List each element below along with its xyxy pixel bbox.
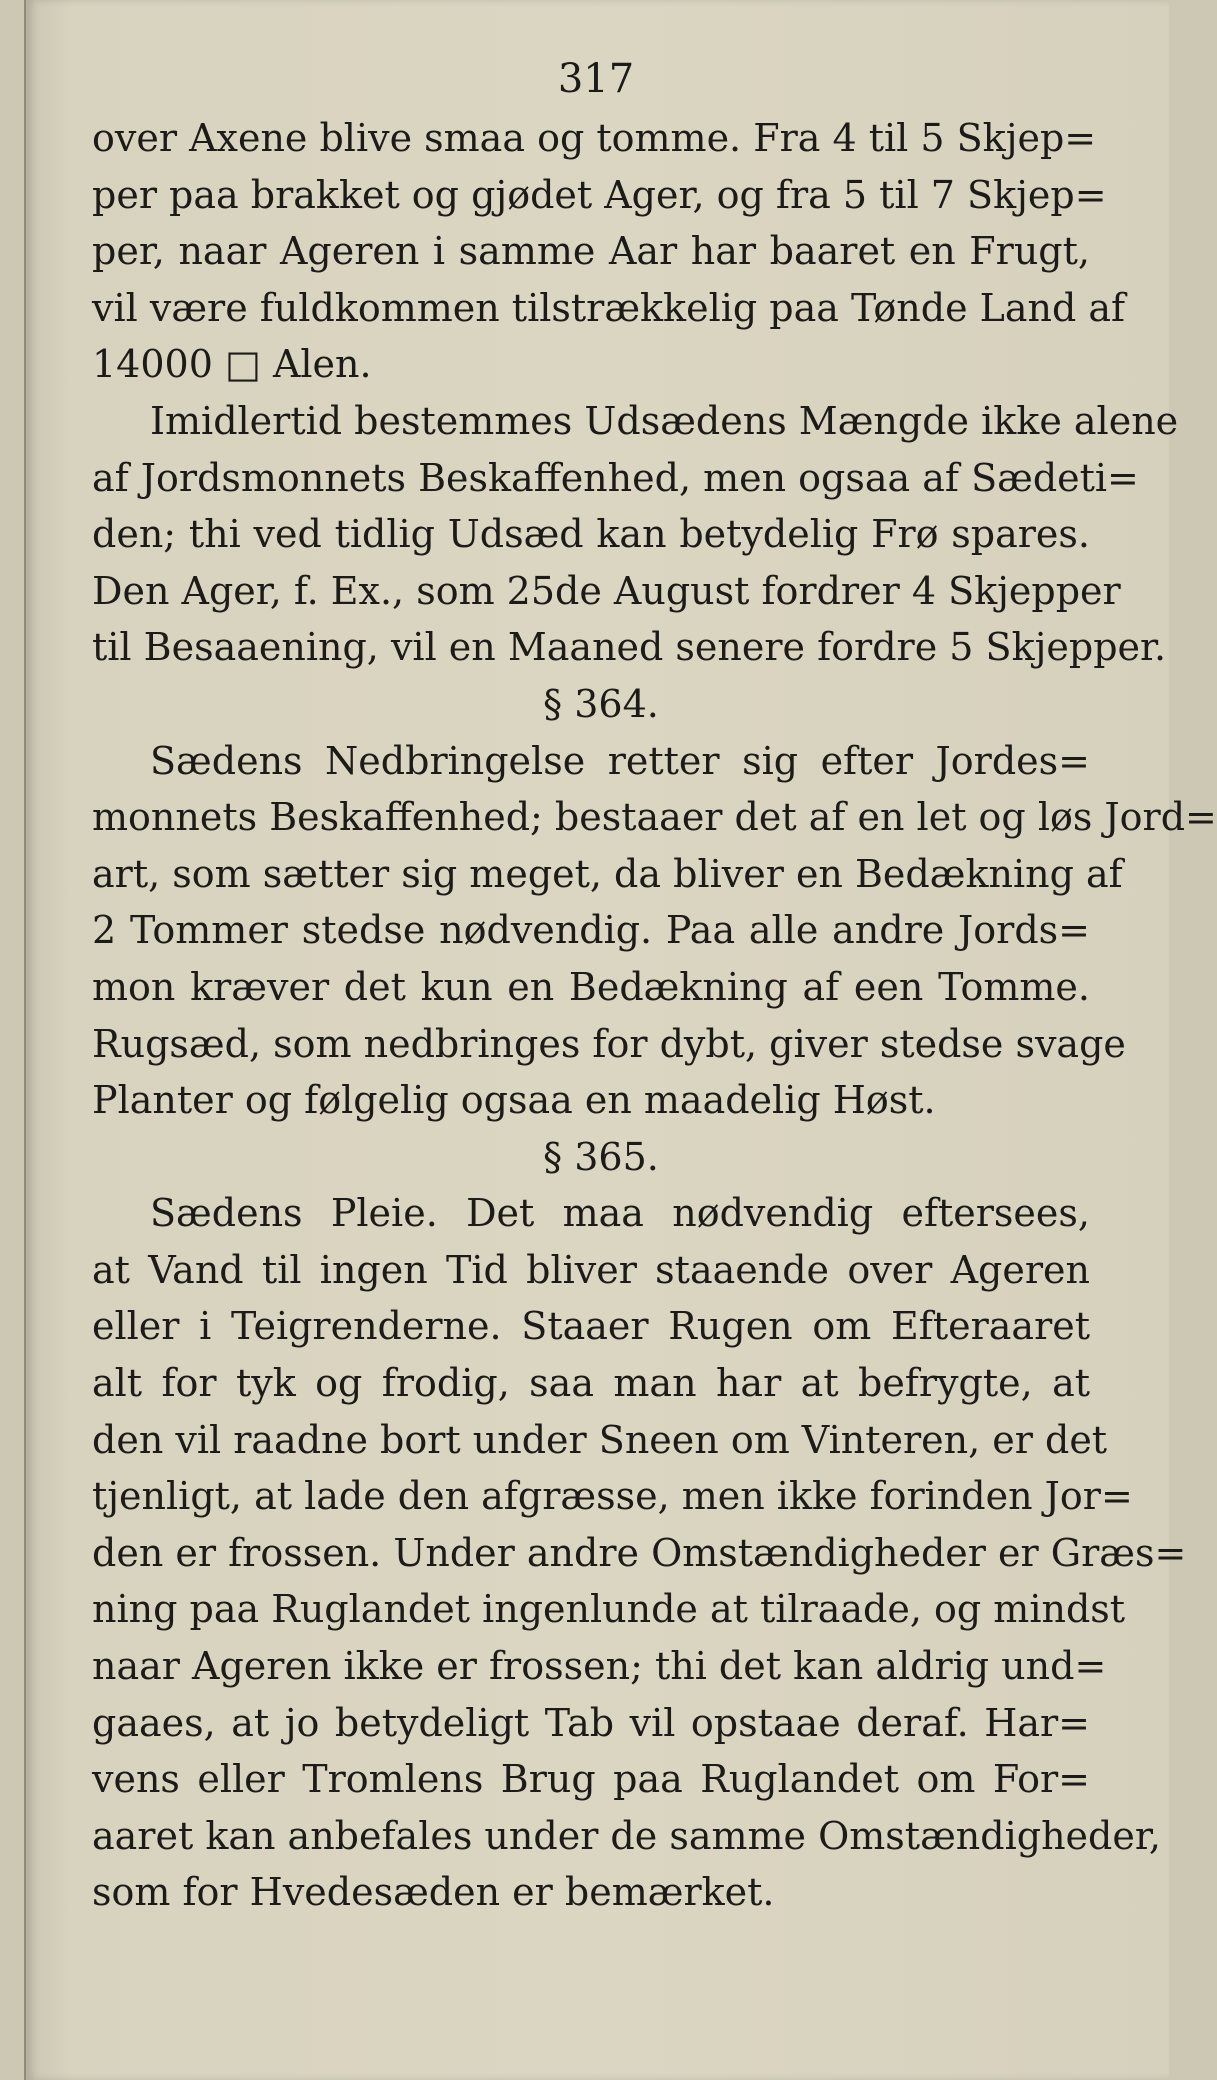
text-line: til Besaaening, vil en Maaned senere fordre 5 Skjepper.	[92, 625, 1167, 670]
text-line: aaret kan anbefales under de samme Omstændigheder,	[92, 1813, 1161, 1858]
text-line: at Vand til ingen Tid bliver staaende over Ageren	[92, 1247, 1090, 1292]
paragraph-start-line: Sædens Nedbringelse retter sig efter Jordes=	[150, 738, 1090, 783]
text-line: tjenligt, at lade den afgræsse, men ikke forinden Jor=	[92, 1474, 1133, 1519]
text-line: naar Ageren ikke er frossen; thi det kan aldrig und=	[92, 1644, 1107, 1689]
text-line: den; thi ved tidlig Udsæd kan betydelig Frø spares.	[92, 512, 1090, 557]
page-gutter-edge	[24, 0, 26, 2080]
text-line: monnets Beskaffenhed; bestaaer det af en let og løs Jord=	[92, 795, 1217, 840]
text-line: alt for tyk og frodig, saa man har at befrygte, at	[92, 1361, 1090, 1406]
text-line: over Axene blive smaa og tomme. Fra 4 til 5 Skjep=	[92, 116, 1097, 160]
text-line: vens eller Tromlens Brug paa Ruglandet om For=	[92, 1757, 1090, 1802]
text-line: per paa brakket og gjødet Ager, og fra 5 til 7 Skjep=	[92, 172, 1107, 217]
page-text-block	[92, 48, 1217, 1921]
text-line: Den Ager, f. Ex., som 25de August fordrer 4 Skjepper	[92, 568, 1121, 613]
paragraph-start-line: Sædens Pleie. Det maa nødvendig eftersees,	[150, 1191, 1090, 1236]
text-line: eller i Teigrenderne. Staaer Rugen om Efteraaret	[92, 1304, 1090, 1349]
text-line: 2 Tommer stedse nødvendig. Paa alle andre Jords=	[92, 908, 1090, 953]
section-heading-364: § 364.	[543, 681, 659, 726]
text-line: Rugsæd, som nedbringes for dybt, giver stedse svage	[92, 1021, 1126, 1066]
text-line: gaaes, at jo betydeligt Tab vil opstaae deraf. Har=	[92, 1700, 1090, 1745]
text-line: per, naar Ageren i samme Aar har baaret en Frugt,	[92, 229, 1090, 274]
page-number: 317	[557, 56, 635, 102]
text-line: art, som sætter sig meget, da bliver en Bedækning af	[92, 851, 1123, 896]
text-line: ning paa Ruglandet ingenlunde at tilraade, og mindst	[92, 1587, 1126, 1632]
text-line: Planter og følgelig ogsaa en maadelig Høst.	[92, 1078, 936, 1123]
paragraph-start-line: Imidlertid bestemmes Udsædens Mængde ikke alene	[150, 398, 1179, 443]
text-line: vil være fuldkommen tilstrækkelig paa Tønde Land af	[92, 285, 1126, 330]
text-line: den er frossen. Under andre Omstændigheder er Græs=	[92, 1530, 1187, 1575]
text-line: som for Hvedesæden er bemærket.	[92, 1870, 775, 1915]
text-line: af Jordsmonnets Beskaffenhed, men ogsaa af Sædeti=	[92, 455, 1139, 500]
text-line: den vil raadne bort under Sneen om Vinteren, er det	[92, 1417, 1108, 1462]
text-line: mon kræver det kun en Bedækning af een Tomme.	[92, 964, 1090, 1009]
text-line: 14000 □ Alen.	[92, 342, 372, 387]
section-heading-365: § 365.	[543, 1134, 659, 1179]
